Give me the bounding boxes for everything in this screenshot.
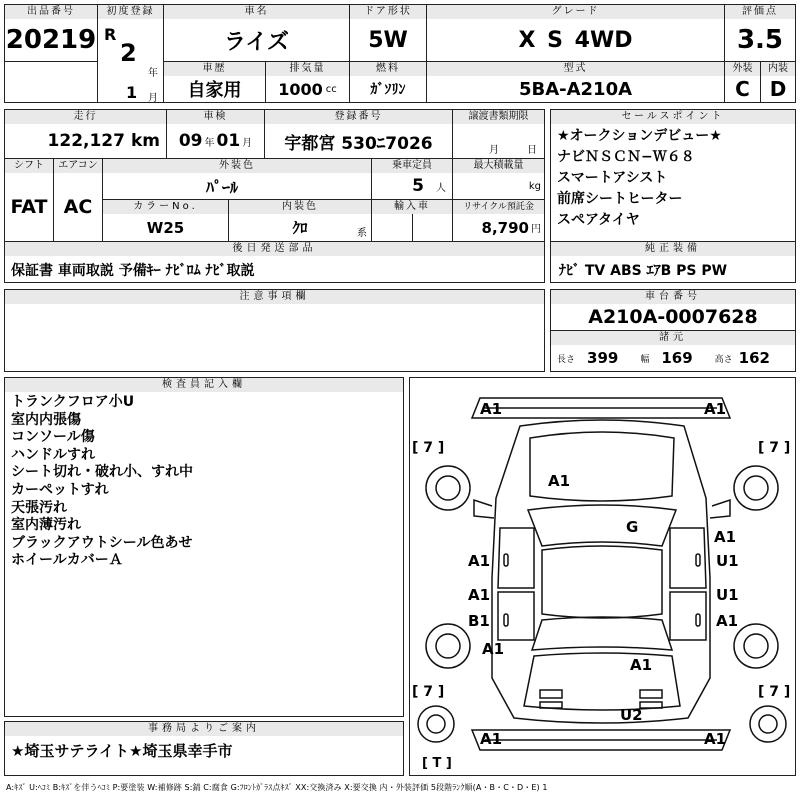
sales-point-item: 前席シートヒーター [557,191,683,207]
car-diagram [410,378,795,775]
grade-cell [426,4,725,62]
displacement-unit: cc [325,83,337,95]
history-cell [163,61,266,103]
office-cell [4,721,404,776]
history-value: 自家用 [187,80,242,101]
door-label: ドア形状 [350,5,426,19]
fuel-label: 燃料 [350,62,426,76]
spec-width-label: 幅 [640,354,650,365]
exterior-grade-cell [724,61,761,103]
plate-value: 宇都宮 530ﾆ7026 [284,133,433,154]
body-outline [492,420,710,723]
inspector-item: トランクフロア小U [11,394,135,410]
damage-mark: A1 [630,656,653,674]
first-reg-year: 2 [120,39,137,67]
history-label: 車歴 [164,62,265,76]
damage-mark: U1 [716,552,739,570]
chassis-cell [550,289,796,331]
lot-number-cell [4,4,98,62]
aircon-cell [53,158,103,242]
first-reg-year-unit: 年 [148,68,158,79]
damage-mark: A1 [716,612,739,630]
inspection-month: 01 [216,131,241,151]
exterior-grade-label: 外装 [725,62,760,76]
interior-color-label: 内装色 [229,200,371,214]
exterior-grade-value: C [735,77,750,101]
lot-number-blank [4,61,98,103]
model-cell [426,61,725,103]
damage-mark: A1 [704,400,727,418]
sales-points-list [551,124,795,233]
door-cell [349,4,427,62]
spec-height-value: 162 [738,349,770,367]
inspector-item: 室内内張傷 [11,411,81,428]
import-divider [412,214,413,242]
windshield-outline [528,505,676,546]
equipment-value: ﾅﾋﾞ TV ABS ｴｱB PS PW [559,263,728,279]
max-load-cell [452,158,545,200]
delivery-parts-cell [4,241,545,283]
capacity-value: 5 [412,176,424,196]
mileage-label: 走行 [5,110,166,124]
damage-mark: G [626,518,639,536]
recycle-value: 8,790 [481,218,529,237]
interior-grade-value: D [769,77,787,101]
tire-mark: [ 7 ] [758,684,791,700]
delivery-parts-value: 保証書 車両取説 予備ｷｰ ﾅﾋﾞﾛﾑ ﾅﾋﾞ取説 [11,263,255,279]
damage-mark: A1 [548,472,571,490]
score-value: 3.5 [736,25,784,55]
interior-color-value: ｸﾛ [292,219,308,237]
color-no-value: W25 [146,218,185,237]
interior-grade-cell [760,61,796,103]
inspection-cell [166,109,265,159]
first-reg-label: 初度登録 [98,5,163,19]
capacity-cell [371,158,453,200]
exterior-color-label: 外装色 [103,159,371,173]
inspector-item: ブラックアウトシール色あせ [11,534,193,551]
transfer-month-unit: 月 [489,145,499,156]
specs-cell [550,330,796,372]
chassis-value: A210A-0007628 [588,306,758,328]
interior-grade-label: 内装 [761,62,795,76]
first-reg-era: R [104,25,117,44]
sales-points-cell [550,109,796,242]
capacity-label: 乗車定員 [372,159,452,173]
hood-outline [530,432,674,501]
inspector-item: シート切れ・破れ小、すれ中 [11,464,193,481]
transfer-day-unit: 日 [527,145,537,156]
roof-outline [542,546,662,618]
delivery-parts-label: 後日発送部品 [5,242,544,256]
sales-point-item: ★オークションデビュー★ [557,128,722,144]
inspector-label: 検査員記入欄 [5,378,403,392]
score-cell [724,4,796,62]
fuel-cell [349,61,427,103]
plate-label: 登録番号 [265,110,452,124]
inspection-month-unit: 月 [242,137,253,149]
door-value: 5W [368,27,408,53]
model-value: 5BA-A210A [518,78,633,100]
legend: A:ｷｽﾞ U:ﾍｺﾐ B:ｷｽﾞを伴うﾍｺﾐ P:要塗装 W:補修跡 S:錆 C:腐食 G:ﾌﾛﾝﾄｶﾞﾗｽ点ｷｽﾞ XX:交換済み X:要交換 内・外装評価 5段階ﾗﾝｸ順(A・B・C・D・E) 1 [6,783,548,792]
shift-cell [4,158,54,242]
model-label: 型式 [427,62,724,76]
damage-mark: A1 [480,730,503,748]
recycle-unit: 円 [531,224,541,235]
car-name-value: ライズ [223,29,290,55]
grade-label: グレード [427,5,724,19]
shift-value: FAT [10,196,48,218]
mileage-value: 122,127 [47,131,125,151]
inspector-item: ハンドルすれ [11,446,95,463]
displacement-label: 排気量 [266,62,349,76]
tire-mark: [ 7 ] [412,684,445,700]
aircon-value: AC [63,196,93,218]
lot-number-value: 20219 [5,25,97,55]
tire-mark: [ T ] [422,756,452,771]
notes-label: 注意事項欄 [5,290,544,304]
damage-mark: B1 [468,612,490,630]
spec-width-value: 169 [661,349,693,367]
damage-mark: A1 [704,730,727,748]
grade-value: X S 4WD [518,27,633,53]
damage-mark: A1 [468,586,491,604]
damage-mark: A1 [714,528,737,546]
chassis-label: 車台番号 [551,290,795,304]
office-value: ★埼玉サテライト★埼玉県幸手市 [11,742,233,760]
sales-points-label: セールスポイント [551,110,795,124]
inspector-list [5,392,403,572]
aircon-label: エアコン [54,159,102,173]
import-cell [371,199,453,242]
office-label: 事務局よりご案内 [5,722,403,736]
exterior-color-cell [102,158,372,200]
transfer-label: 譲渡書類期限 [453,110,544,124]
sales-point-item: ナビＮＳＣＮ−Ｗ６８ [557,149,695,165]
first-reg-month-unit: 月 [148,93,158,103]
damage-mark: U1 [716,586,739,604]
damage-mark: A1 [482,640,505,658]
score-label: 評価点 [725,5,795,19]
first-reg-month: 1 [126,83,138,102]
damage-mark: A1 [468,552,491,570]
lot-number-label: 出品番号 [5,5,97,19]
sales-point-item: スマートアシスト [557,170,668,186]
max-load-unit: kg [528,180,541,192]
spec-length-label: 長さ [557,354,576,365]
rear-left-wheel [426,624,470,668]
car-diagram-cell [409,377,796,776]
notes-cell [4,289,545,372]
transfer-cell [452,109,545,159]
sales-point-item: スペアタイヤ [557,212,640,228]
car-name-cell [163,4,350,62]
spec-height-label: 高さ [714,354,733,365]
mileage-cell [4,109,167,159]
equipment-cell [550,241,796,283]
inspector-item: コンソール傷 [11,429,95,446]
front-left-wheel [426,466,470,510]
inspector-cell [4,377,404,717]
capacity-unit: 人 [436,182,446,194]
specs-label: 諸元 [551,331,795,345]
car-name-label: 車名 [164,5,349,19]
recycle-label: リサイクル預託金 [453,200,544,214]
tire-mark: [ 7 ] [412,440,445,456]
displacement-value: 1000 [278,79,323,99]
exterior-color-value: ﾊﾟｰﾙ [205,177,238,197]
tire-mark: [ 7 ] [758,440,791,456]
inspection-year: 09 [178,131,203,151]
shift-label: シフト [5,159,53,173]
rear-glass-outline [532,617,672,650]
inspector-item: 天張汚れ [11,499,67,516]
fuel-value: ｶﾞｿﾘﾝ [370,82,406,98]
plate-cell [264,109,453,159]
inspection-label: 車検 [167,110,264,124]
max-load-label: 最大積載量 [453,159,544,173]
interior-color-unit: 系 [357,228,367,239]
front-right-wheel [734,466,778,510]
mileage-unit: km [130,131,160,151]
recycle-cell [452,199,545,242]
spare-wheel [418,706,454,742]
damage-mark: U2 [620,706,643,724]
import-label: 輸入車 [372,200,452,214]
color-no-label: カラーNo. [103,200,228,214]
equipment-label: 純正装備 [551,242,795,256]
first-reg-cell [97,4,164,103]
inspector-item: カーペットすれ [11,481,109,498]
inspector-item: 室内薄汚れ [11,517,81,534]
interior-color-cell [228,199,372,242]
color-no-cell [102,199,229,242]
displacement-cell [265,61,350,103]
inspector-item: ホイールカバーＡ [11,552,123,569]
inspection-year-unit: 年 [204,137,215,149]
damage-mark: A1 [480,400,503,418]
spec-length-value: 399 [587,349,619,367]
rear-right-wheel [734,624,778,668]
